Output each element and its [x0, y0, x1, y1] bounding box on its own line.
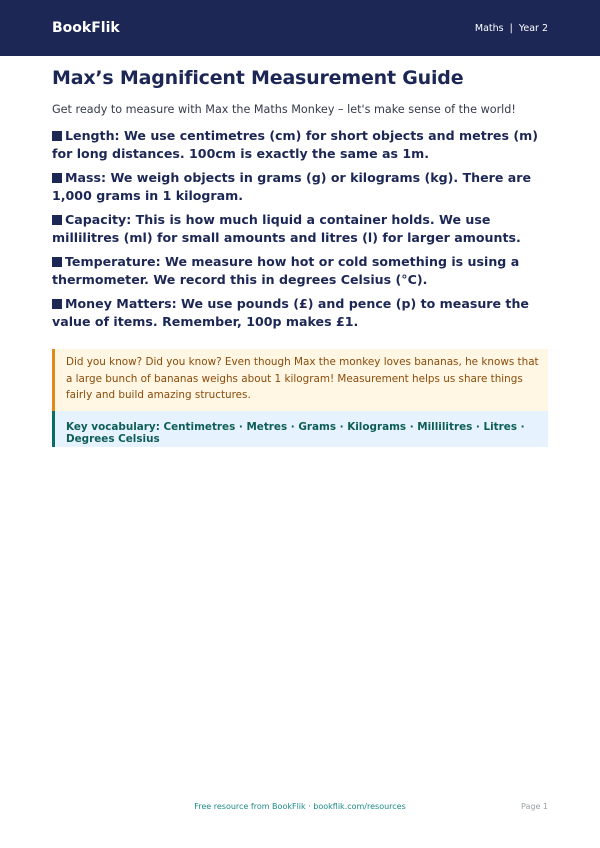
- fact-text: Money Matters: We use pounds (£) and pence (p) to measure the value of items. Remember, 100p makes £1.: [52, 296, 529, 329]
- key-vocabulary-box: [52, 411, 548, 447]
- intro-text: Get ready to measure with Max the Maths Monkey – let's make sense of the world!: [52, 103, 516, 116]
- fact-length: [52, 127, 548, 163]
- square-bullet-icon: [52, 215, 62, 225]
- year-label: Year 2: [518, 22, 548, 34]
- brand-logo[interactable]: BookFlik: [52, 20, 120, 36]
- subject-label: Maths: [474, 22, 504, 34]
- fact-text: Temperature: We measure how hot or cold something is using a thermometer. We record this in degrees Celsius (°C).: [52, 254, 520, 287]
- did-you-know-callout: [52, 349, 548, 411]
- fact-money: [52, 295, 548, 331]
- fact-capacity: [52, 211, 548, 247]
- fact-list: [52, 127, 548, 331]
- page-number: Page 1: [521, 802, 548, 811]
- footer-source-link[interactable]: Free resource from BookFlik · bookflik.com/resources: [194, 802, 406, 811]
- main-content: [0, 67, 600, 447]
- page-title: Max’s Magnificent Measurement Guide: [52, 67, 464, 89]
- fact-temperature: [52, 253, 548, 289]
- square-bullet-icon: [52, 257, 62, 267]
- callout-text: Did you know? Did you know? Even though Max the monkey loves bananas, he knows that a large bunch of bananas weighs about 1 kilogram! Measurement helps us share things fairly and build amazing structures.: [66, 356, 539, 401]
- square-bullet-icon: [52, 131, 62, 141]
- square-bullet-icon: [52, 299, 62, 309]
- fact-text: Length: We use centimetres (cm) for short objects and metres (m) for long distances. 100cm is exactly the same as 1m.: [52, 128, 538, 161]
- fact-text: Capacity: This is how much liquid a container holds. We use millilitres (ml) for small amounts and litres (l) for larger amounts.: [52, 212, 521, 245]
- header-bar: [0, 0, 600, 56]
- fact-text: Mass: We weigh objects in grams (g) or kilograms (kg). There are 1,000 grams in 1 kilogram.: [52, 170, 532, 203]
- square-bullet-icon: [52, 173, 62, 183]
- header-meta: [475, 23, 548, 34]
- fact-mass: [52, 169, 548, 205]
- vocab-text: Key vocabulary: Centimetres · Metres · Grams · Kilograms · Millilitres · Litres · Degrees Celsius: [66, 420, 525, 445]
- meta-separator: |: [509, 22, 513, 34]
